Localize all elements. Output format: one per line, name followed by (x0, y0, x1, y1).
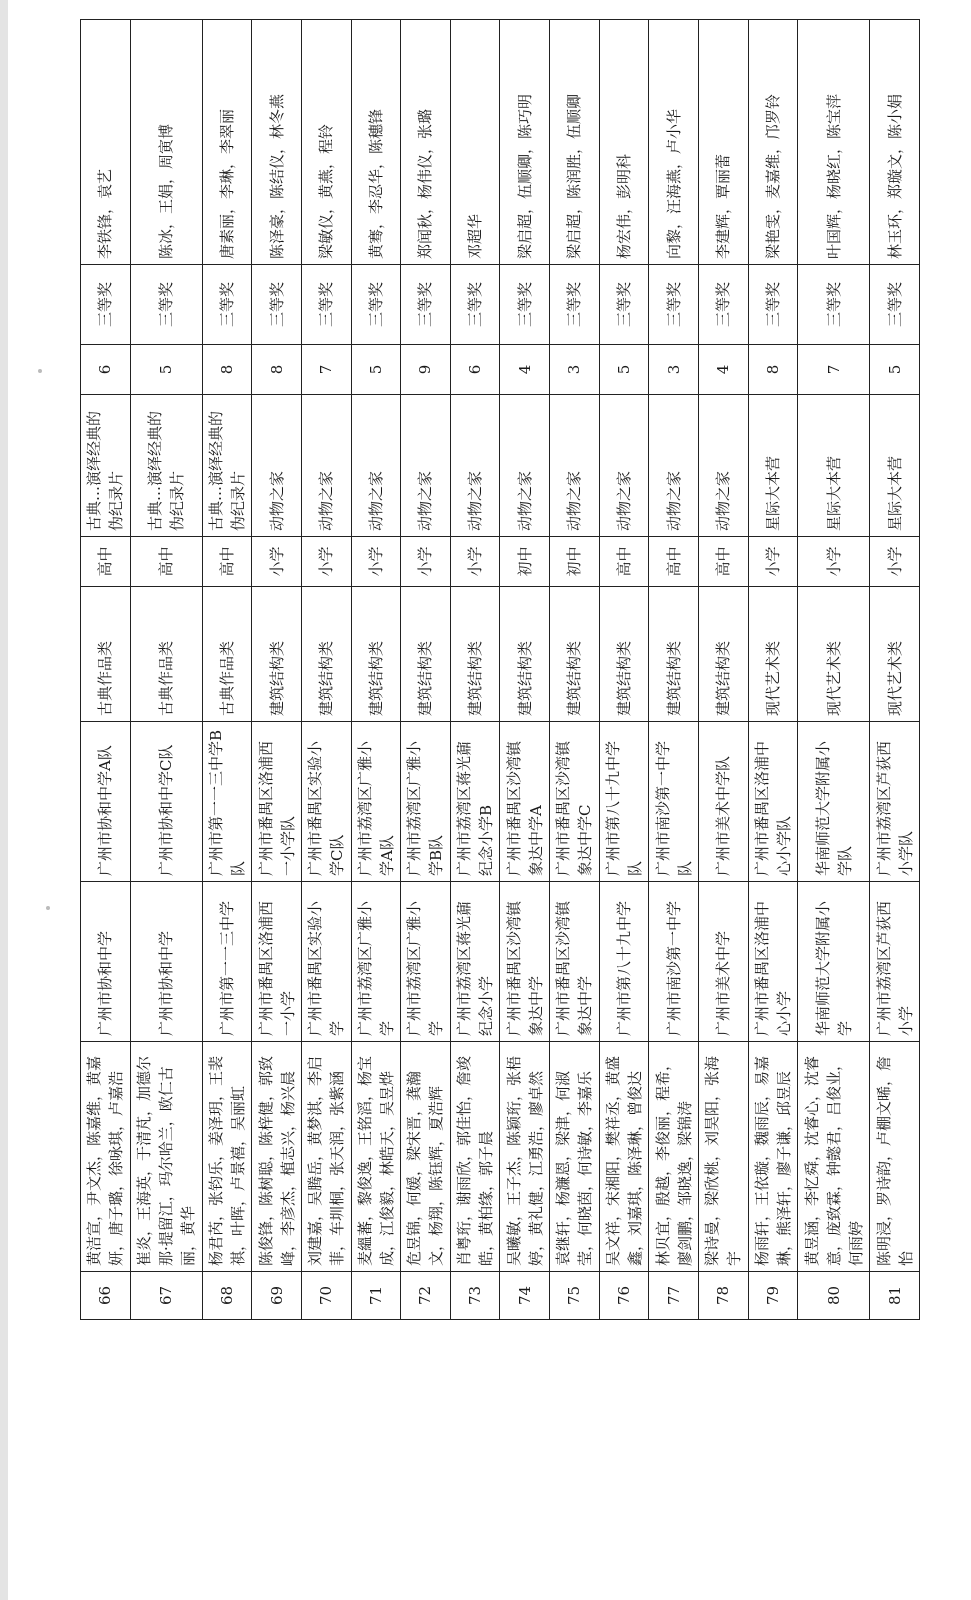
category-cell: 建筑结构类 (550, 587, 600, 722)
row-number-cell: 75 (550, 1272, 600, 1320)
row-number-cell: 77 (649, 1272, 699, 1320)
team-members-cell: 杨君芮，张钧乐，姜泽玥，王裴祺，叶晖，卢景禧，吴丽虹 (202, 1042, 252, 1272)
team-members-cell: 梁诗曼，梁欣桃，刘昊阳，张海宇 (698, 1042, 748, 1272)
row-number-cell: 79 (748, 1272, 798, 1320)
category-cell: 古典作品类 (81, 587, 131, 722)
team-name-cell: 广州市第八十九中学队 (599, 722, 649, 882)
teachers-cell: 梁启超，伍顺卿，陈巧明 (500, 20, 550, 265)
school-level-cell: 小学 (870, 537, 920, 587)
prize-cell: 三等奖 (870, 265, 920, 345)
team-name-cell: 广州市荔湾区广雅小学A队 (351, 722, 401, 882)
teachers-cell: 杨宏伟，彭明科 (599, 20, 649, 265)
team-members-cell: 陈明浸，罗诗韵，卢棚文晞，詹怡 (870, 1042, 920, 1272)
teachers-cell: 陈冰，王娟，周寅博 (130, 20, 202, 265)
category-cell: 建筑结构类 (500, 587, 550, 722)
work-title-cell: 古典…演绎经典的伪纪录片 (81, 395, 131, 537)
team-members-cell: 陈俊锋，陈树聪，陈梓健，郭致峰，李彦杰，植志兴，杨兴晨 (252, 1042, 302, 1272)
team-name-cell: 华南师范大学附属小学队 (798, 722, 870, 882)
school-cell: 广州市番禺区洛浦西一小学 (252, 882, 302, 1042)
row-number-cell: 69 (252, 1272, 302, 1320)
school-level-cell: 高中 (649, 537, 699, 587)
team-members-cell: 吴曦敏，王子杰，陈颖珩，张梧婷，黄礼健，江勇浩，廖卓然 (500, 1042, 550, 1272)
teachers-cell: 黄骞，李忍华，陈穗锋 (351, 20, 401, 265)
school-cell: 广州市荔湾区广雅小学 (351, 882, 401, 1042)
table-row (870, 20, 920, 1320)
table-row (500, 20, 550, 1320)
school-cell: 广州市番禺区沙湾镇象达中学 (550, 882, 600, 1042)
school-level-cell: 小学 (252, 537, 302, 587)
category-cell: 建筑结构类 (401, 587, 451, 722)
work-title-cell: 动物之家 (401, 395, 451, 537)
teachers-cell: 向黎，汪海燕，卢小华 (649, 20, 699, 265)
school-level-cell: 初中 (500, 537, 550, 587)
work-title-cell: 星际大本营 (748, 395, 798, 537)
school-level-cell: 高中 (130, 537, 202, 587)
team-members-cell: 袁继轩，杨濂恩，梁津，何淑莹，何晓茵，何诗敏，李嘉乐 (550, 1042, 600, 1272)
row-number-cell: 66 (81, 1272, 131, 1320)
school-cell: 广州市荔湾区芦荻西小学 (870, 882, 920, 1042)
table-row (649, 20, 699, 1320)
school-cell: 广州市南沙第一中学 (649, 882, 699, 1042)
prize-cell: 三等奖 (130, 265, 202, 345)
work-title-cell: 动物之家 (599, 395, 649, 537)
work-title-cell: 动物之家 (450, 395, 500, 537)
scan-page-edge (0, 0, 8, 1600)
team-members-cell: 肖粤珩，谢雨欣，郭佳怡，詹竣皓，黄柏缘，郭子晨 (450, 1042, 500, 1272)
team-members-cell: 黄昱涵，李忆舜，沈睿心，沈睿意，庞致霖，钟懿君，吕俊业，何雨婷 (798, 1042, 870, 1272)
team-name-cell: 广州市番禺区沙湾镇象达中学A (500, 722, 550, 882)
category-cell: 建筑结构类 (450, 587, 500, 722)
prize-cell: 三等奖 (301, 265, 351, 345)
teachers-cell: 梁启超，陈润胜，伍顺卿 (550, 20, 600, 265)
category-cell: 现代艺术类 (748, 587, 798, 722)
scan-speck (46, 906, 50, 910)
member-count-cell: 4 (698, 345, 748, 395)
team-members-cell: 林贝宜，殷越，李俊丽，程希，廖剑鹏，邹晓逸，梁锦涛 (649, 1042, 699, 1272)
school-cell: 广州市美术中学 (698, 882, 748, 1042)
scan-speck (38, 369, 42, 373)
work-title-cell: 古典…演绎经典的伪纪录片 (202, 395, 252, 537)
teachers-cell: 邓超华 (450, 20, 500, 265)
work-title-cell: 动物之家 (351, 395, 401, 537)
member-count-cell: 5 (351, 345, 401, 395)
team-name-cell: 广州市第一一三中学B队 (202, 722, 252, 882)
teachers-cell: 叶国辉，杨晓红，陈宝萍 (798, 20, 870, 265)
teachers-cell: 陈泽豪，陈结仪，林冬燕 (252, 20, 302, 265)
category-cell: 古典作品类 (130, 587, 202, 722)
school-cell: 广州市番禺区实验小学 (301, 882, 351, 1042)
school-level-cell: 高中 (81, 537, 131, 587)
school-level-cell: 高中 (599, 537, 649, 587)
prize-cell: 三等奖 (450, 265, 500, 345)
table-row (550, 20, 600, 1320)
category-cell: 建筑结构类 (351, 587, 401, 722)
table-row (450, 20, 500, 1320)
table-row (599, 20, 649, 1320)
work-title-cell: 动物之家 (698, 395, 748, 537)
school-level-cell: 小学 (748, 537, 798, 587)
school-cell: 广州市荔湾区蒋光鼐纪念小学 (450, 882, 500, 1042)
team-name-cell: 广州市南沙第一中学队 (649, 722, 699, 882)
row-number-cell: 74 (500, 1272, 550, 1320)
school-level-cell: 小学 (401, 537, 451, 587)
member-count-cell: 5 (130, 345, 202, 395)
member-count-cell: 3 (649, 345, 699, 395)
work-title-cell: 动物之家 (301, 395, 351, 537)
prize-cell: 三等奖 (649, 265, 699, 345)
school-cell: 广州市番禺区洛浦中心小学 (748, 882, 798, 1042)
prize-cell: 三等奖 (698, 265, 748, 345)
member-count-cell: 7 (798, 345, 870, 395)
team-members-cell: 危昱锦，何媛，梁宋晋，龚瀚文，杨翔，陈钰辉，夏浩辉 (401, 1042, 451, 1272)
school-cell: 广州市协和中学 (81, 882, 131, 1042)
row-number-cell: 80 (798, 1272, 870, 1320)
team-members-cell: 杨雨轩，王依璇，魏雨辰，易嘉琳，熊泽轩，廖子谦，邱昱辰 (748, 1042, 798, 1272)
team-name-cell: 广州市番禺区实验小学C队 (301, 722, 351, 882)
prize-cell: 三等奖 (798, 265, 870, 345)
row-number-cell: 71 (351, 1272, 401, 1320)
table-row (351, 20, 401, 1320)
team-members-cell: 麦縕蕃，黎俊逸，王铭滔，杨宝成，江俊毅，林皓天，吴昱烨 (351, 1042, 401, 1272)
team-members-cell: 黄洁宣，尹文杰，陈嘉维，黄嘉妍，唐子璐，徐咏琪，卢嘉浩 (81, 1042, 131, 1272)
category-cell: 现代艺术类 (798, 587, 870, 722)
school-level-cell: 小学 (798, 537, 870, 587)
team-members-cell: 吴文祥，宋湘阳，樊祥丞，黄盛鑫，刘嘉琪，陈泽琳，曾俊达 (599, 1042, 649, 1272)
team-name-cell: 广州市番禺区洛浦中心小学队 (748, 722, 798, 882)
school-cell: 广州市第一一三中学 (202, 882, 252, 1042)
team-name-cell: 广州市荔湾区芦荻西小学队 (870, 722, 920, 882)
table-row (698, 20, 748, 1320)
row-number-cell: 70 (301, 1272, 351, 1320)
prize-cell: 三等奖 (748, 265, 798, 345)
member-count-cell: 5 (870, 345, 920, 395)
category-cell: 建筑结构类 (301, 587, 351, 722)
school-cell: 广州市荔湾区广雅小学 (401, 882, 451, 1042)
member-count-cell: 5 (599, 345, 649, 395)
school-cell: 广州市番禺区沙湾镇象达中学 (500, 882, 550, 1042)
school-level-cell: 小学 (301, 537, 351, 587)
member-count-cell: 6 (450, 345, 500, 395)
row-number-cell: 73 (450, 1272, 500, 1320)
member-count-cell: 7 (301, 345, 351, 395)
team-name-cell: 广州市荔湾区广雅小学B队 (401, 722, 451, 882)
teachers-cell: 林玉环，郑璇文，陈小娟 (870, 20, 920, 265)
school-level-cell: 小学 (351, 537, 401, 587)
member-count-cell: 4 (500, 345, 550, 395)
member-count-cell: 9 (401, 345, 451, 395)
school-level-cell: 初中 (550, 537, 600, 587)
category-cell: 建筑结构类 (649, 587, 699, 722)
row-number-cell: 72 (401, 1272, 451, 1320)
table-row (81, 20, 131, 1320)
prize-cell: 三等奖 (81, 265, 131, 345)
category-cell: 建筑结构类 (698, 587, 748, 722)
team-name-cell: 广州市荔湾区蒋光鼐纪念小学B (450, 722, 500, 882)
rotated-table-wrapper (80, 20, 920, 1320)
work-title-cell: 动物之家 (649, 395, 699, 537)
teachers-cell: 梁艳雯，麦嘉维，邝罗铃 (748, 20, 798, 265)
award-table (80, 19, 920, 1320)
teachers-cell: 唐素丽，李琳，李翠丽 (202, 20, 252, 265)
member-count-cell: 8 (202, 345, 252, 395)
category-cell: 建筑结构类 (252, 587, 302, 722)
table-row (202, 20, 252, 1320)
prize-cell: 三等奖 (550, 265, 600, 345)
school-cell: 华南师范大学附属小学 (798, 882, 870, 1042)
work-title-cell: 星际大本营 (870, 395, 920, 537)
team-members-cell: 刘建嘉，吴腾岳，黄梦淇，李启菲，车圳桐，张天润，张紫涵 (301, 1042, 351, 1272)
member-count-cell: 8 (748, 345, 798, 395)
row-number-cell: 81 (870, 1272, 920, 1320)
teachers-cell: 郑闻秋，杨伟仪，张璐 (401, 20, 451, 265)
prize-cell: 三等奖 (351, 265, 401, 345)
work-title-cell: 动物之家 (252, 395, 302, 537)
school-level-cell: 高中 (698, 537, 748, 587)
row-number-cell: 68 (202, 1272, 252, 1320)
row-number-cell: 67 (130, 1272, 202, 1320)
member-count-cell: 6 (81, 345, 131, 395)
team-name-cell: 广州市美术中学队 (698, 722, 748, 882)
table-row (798, 20, 870, 1320)
work-title-cell: 动物之家 (550, 395, 600, 537)
row-number-cell: 78 (698, 1272, 748, 1320)
teachers-cell: 李建辉，覃丽蕾 (698, 20, 748, 265)
team-name-cell: 广州市番禺区洛浦西一小学队 (252, 722, 302, 882)
team-name-cell: 广州市协和中学A队 (81, 722, 131, 882)
award-table-body (81, 20, 920, 1320)
school-cell: 广州市协和中学 (130, 882, 202, 1042)
member-count-cell: 8 (252, 345, 302, 395)
teachers-cell: 李铁锋，袁艺 (81, 20, 131, 265)
team-name-cell: 广州市协和中学C队 (130, 722, 202, 882)
team-members-cell: 崔炎，王海英，于清芃，加德尔那·提留江，玛尔哈兰，欧仁古丽，黄华 (130, 1042, 202, 1272)
category-cell: 现代艺术类 (870, 587, 920, 722)
category-cell: 建筑结构类 (599, 587, 649, 722)
table-row (748, 20, 798, 1320)
work-title-cell: 星际大本营 (798, 395, 870, 537)
table-row (401, 20, 451, 1320)
prize-cell: 三等奖 (252, 265, 302, 345)
prize-cell: 三等奖 (401, 265, 451, 345)
school-cell: 广州市第八十九中学 (599, 882, 649, 1042)
member-count-cell: 3 (550, 345, 600, 395)
school-level-cell: 高中 (202, 537, 252, 587)
row-number-cell: 76 (599, 1272, 649, 1320)
teachers-cell: 梁敏仪，黄燕，程铃 (301, 20, 351, 265)
school-level-cell: 小学 (450, 537, 500, 587)
table-row (252, 20, 302, 1320)
work-title-cell: 动物之家 (500, 395, 550, 537)
prize-cell: 三等奖 (500, 265, 550, 345)
table-row (130, 20, 202, 1320)
work-title-cell: 古典…演绎经典的伪纪录片 (130, 395, 202, 537)
prize-cell: 三等奖 (599, 265, 649, 345)
team-name-cell: 广州市番禺区沙湾镇象达中学C (550, 722, 600, 882)
category-cell: 古典作品类 (202, 587, 252, 722)
table-row (301, 20, 351, 1320)
prize-cell: 三等奖 (202, 265, 252, 345)
